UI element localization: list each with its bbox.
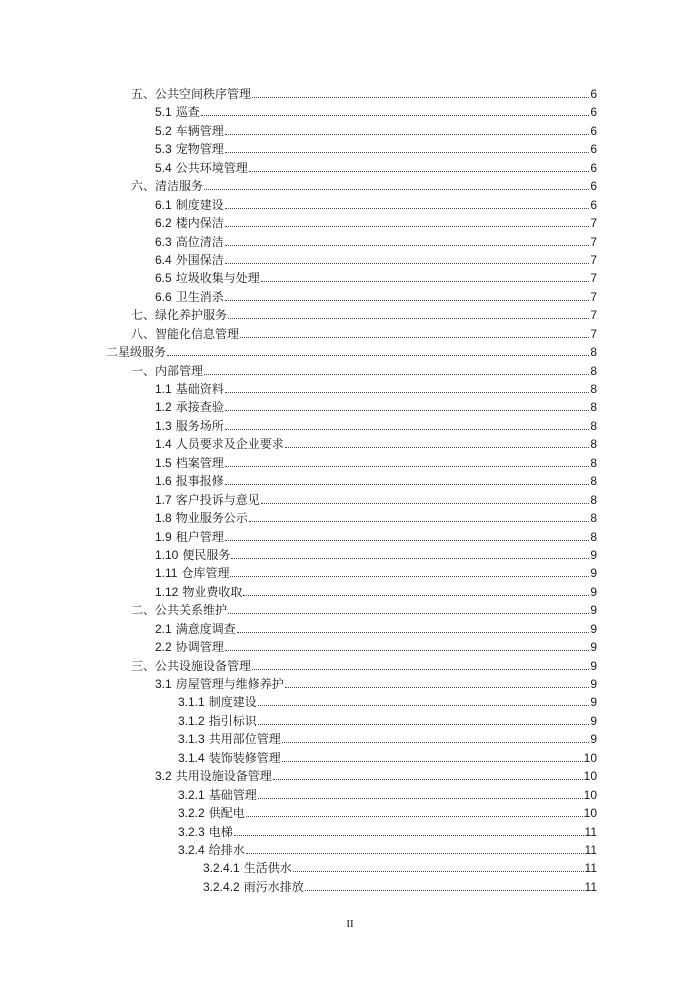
toc-entry-title [155,398,224,416]
dot-leader [246,853,584,854]
toc-entry-text: 一、内部管理 [131,363,204,378]
toc-entry-number: 3.2 [155,769,172,784]
toc-entry-title [155,214,224,232]
toc-entry-number: 6.1 [155,197,172,212]
toc-page-number: 7 [590,216,597,231]
toc-entry[interactable] [0,546,700,564]
dot-leader [237,632,590,633]
toc-page-number: 9 [590,695,597,710]
toc-entry-number: 3.1.3 [178,732,205,747]
toc-entry[interactable] [0,712,700,730]
dot-leader [228,613,589,614]
toc-entry-title [106,343,166,361]
toc-entry-text: 制度建设 [175,197,224,212]
toc-entry[interactable] [0,472,700,490]
toc-entry-number: 6.5 [155,271,172,286]
toc-entry[interactable] [0,85,700,103]
toc-entry-number: 6.4 [155,252,172,267]
toc-page-number: 9 [590,621,597,636]
toc-entry-text: 六、清洁服务 [131,179,204,194]
dot-leader [258,705,590,706]
toc-entry[interactable] [0,878,700,896]
toc-entry-text: 客户投诉与意见 [175,492,260,507]
toc-entry-number: 3.1.4 [178,750,205,765]
toc-entry-text: 共用设施设备管理 [175,769,272,784]
dot-leader [261,503,590,504]
toc-entry-text: 七、绿化养护服务 [131,308,228,323]
toc-entry-text: 三、公共设施设备管理 [131,658,252,673]
toc-page-number: 9 [590,584,597,599]
toc-entry-number: 2.2 [155,640,172,655]
toc-entry-text: 仓库管理 [181,566,230,581]
table-of-contents [0,85,700,896]
toc-entry[interactable] [0,214,700,232]
toc-entry-title [178,693,257,711]
toc-page-number: 9 [590,658,597,673]
toc-entry-number: 3.2.1 [178,787,205,802]
toc-page-number: 6 [590,197,597,212]
toc-entry[interactable] [0,417,700,435]
toc-entry-text: 供配电 [208,806,245,821]
toc-entry-title [178,786,257,804]
toc-entry[interactable] [0,177,700,195]
dot-leader [225,484,590,485]
dot-leader [282,761,583,762]
toc-entry[interactable] [0,380,700,398]
toc-entry[interactable] [0,325,700,343]
toc-page-number: 7 [590,252,597,267]
toc-entry-number: 1.4 [155,437,172,452]
dot-leader [282,742,590,743]
dot-leader [246,816,583,817]
toc-entry[interactable] [0,675,700,693]
toc-entry-title [131,601,227,619]
dot-leader [225,466,590,467]
toc-entry[interactable] [0,122,700,140]
toc-entry[interactable] [0,767,700,785]
toc-entry-title [131,362,203,380]
toc-entry-title [131,306,227,324]
toc-entry[interactable] [0,841,700,859]
toc-page-number: 11 [584,879,597,894]
toc-entry-number: 1.10 [155,547,179,562]
toc-page-number: 9 [590,732,597,747]
toc-entry-title [155,564,229,582]
toc-entry-title [155,417,224,435]
toc-entry-number: 3.2.4 [178,842,205,857]
dot-leader [225,208,590,209]
toc-page-number: 8 [590,345,597,360]
toc-page-number: 8 [590,529,597,544]
toc-entry-title [155,509,248,527]
toc-entry-number: 1.12 [155,584,179,599]
toc-entry-text: 档案管理 [175,455,224,470]
toc-entry-title [131,325,239,343]
toc-page-number: 6 [590,87,597,101]
toc-entry-text: 租户管理 [175,529,224,544]
toc-entry-text: 五、公共空间秩序管理 [131,87,252,101]
page-number: II [346,918,354,930]
toc-entry-text: 物业费收取 [182,584,243,599]
toc-page-number: 7 [590,289,597,304]
toc-entry-text: 给排水 [208,842,245,857]
toc-entry-text: 服务场所 [175,418,224,433]
toc-entry-text: 电梯 [208,824,233,839]
toc-entry[interactable] [0,638,700,656]
toc-entry[interactable] [0,343,700,361]
toc-page-number: 9 [590,566,597,581]
toc-entry-number: 1.3 [155,418,172,433]
toc-page-number: 7 [590,326,597,341]
toc-entry-text: 卫生消杀 [175,289,224,304]
toc-entry-title [178,730,281,748]
toc-entry[interactable] [0,528,700,546]
dot-leader [230,576,589,577]
toc-entry-title [155,528,224,546]
dot-leader [225,410,590,411]
toc-entry-text: 指引标识 [208,713,257,728]
toc-entry-title [155,675,284,693]
toc-entry-title [155,251,224,269]
toc-page-number: 10 [583,769,597,784]
dot-leader [249,521,590,522]
toc-entry-text: 装饰装修管理 [208,750,281,765]
toc-page-number: 9 [590,547,597,562]
dot-leader [225,300,590,301]
toc-page-number: 8 [590,455,597,470]
toc-entry-text: 楼内保洁 [175,216,224,231]
toc-entry-title [155,103,200,121]
dot-leader [225,134,590,135]
toc-entry-title [155,472,224,490]
toc-entry-number: 6.2 [155,216,172,231]
dot-leader [225,650,590,651]
toc-entry-number: 1.8 [155,511,172,526]
toc-entry-text: 八、智能化信息管理 [131,326,240,341]
toc-entry-text: 共用部位管理 [208,732,281,747]
toc-entry[interactable] [0,730,700,748]
toc-entry-title [155,546,230,564]
toc-entry-title [155,140,224,158]
toc-entry-title [203,878,304,896]
dot-leader [285,447,590,448]
toc-page-number: 8 [590,418,597,433]
toc-entry[interactable] [0,657,700,675]
toc-entry-text: 基础管理 [208,787,257,802]
toc-entry-number: 1.6 [155,474,172,489]
toc-page-number: 7 [590,308,597,323]
toc-entry-text: 物业服务公示 [175,511,248,526]
toc-entry[interactable] [0,583,700,601]
toc-entry[interactable] [0,159,700,177]
toc-entry-title [155,233,224,251]
toc-page-number: 9 [590,603,597,618]
dot-leader [252,97,589,98]
toc-entry-number: 3.2.4.1 [203,861,240,876]
toc-entry[interactable] [0,196,700,214]
toc-entry-text: 基础资料 [175,382,224,396]
toc-entry-text: 外围保洁 [175,252,224,267]
toc-entry-text: 高位清洁 [175,234,224,249]
toc-entry[interactable] [0,454,700,472]
toc-entry-text: 生活供水 [243,861,292,876]
toc-page-number: 9 [590,677,597,691]
toc-entry-text: 人员要求及企业要求 [175,437,284,452]
toc-entry-text: 报事报修 [175,474,224,489]
toc-page-number: 10 [583,806,597,821]
toc-entry-title [155,435,284,453]
toc-entry-title [155,288,224,306]
toc-entry-title [155,583,242,601]
dot-leader [201,115,590,116]
toc-entry-title [155,491,260,509]
toc-entry[interactable] [0,435,700,453]
toc-entry-number: 5.2 [155,123,172,138]
toc-entry-number: 1.1 [155,382,172,396]
toc-entry[interactable] [0,306,700,324]
dot-leader [252,669,589,670]
toc-page-number: 8 [590,474,597,489]
toc-entry-text: 巡查 [175,105,200,120]
toc-entry-title [155,122,224,140]
toc-page-number: 10 [583,787,597,802]
toc-entry-number: 2.1 [155,621,172,636]
toc-page-number: 8 [590,437,597,452]
toc-entry-title [155,454,224,472]
toc-entry-title [178,749,281,767]
toc-page-number: 11 [584,861,597,876]
toc-page-number: 11 [584,842,597,857]
toc-entry-title [178,804,245,822]
dot-leader [258,724,590,725]
toc-page-number: 8 [590,400,597,415]
dot-leader [225,226,590,227]
dot-leader [285,687,590,688]
toc-entry-number: 5.1 [155,105,172,120]
toc-entry-title [131,657,251,675]
toc-page-number: 9 [590,640,597,655]
dot-leader [231,558,589,559]
dot-leader [228,318,589,319]
toc-entry[interactable] [0,859,700,877]
toc-page-number: 8 [590,492,597,507]
toc-entry-title [131,85,251,103]
toc-entry[interactable] [0,491,700,509]
toc-entry-text: 宠物管理 [175,142,224,157]
toc-entry-number: 1.2 [155,400,172,415]
toc-entry-text: 公共环境管理 [175,160,248,175]
toc-entry-text: 雨污水排放 [243,879,304,894]
dot-leader [225,263,590,264]
toc-page-number: 6 [590,142,597,157]
toc-entry-text: 车辆管理 [175,123,224,138]
toc-page-number: 11 [584,824,597,839]
dot-leader [225,429,590,430]
dot-leader [225,392,590,393]
toc-entry-number: 1.7 [155,492,172,507]
toc-entry-text: 协调管理 [175,640,224,655]
dot-leader [258,798,583,799]
toc-page-number: 9 [590,713,597,728]
toc-entry[interactable] [0,251,700,269]
toc-entry[interactable] [0,362,700,380]
dot-leader [204,189,589,190]
toc-entry[interactable] [0,140,700,158]
toc-entry-text: 垃圾收集与处理 [175,271,260,286]
toc-entry-number: 3.2.4.2 [203,879,240,894]
toc-entry-title [155,638,224,656]
toc-entry[interactable] [0,233,700,251]
dot-leader [293,871,584,872]
toc-entry-text: 二、公共关系维护 [131,603,228,618]
toc-page-number: 7 [590,234,597,249]
toc-page-number: 8 [590,363,597,378]
dot-leader [273,779,583,780]
toc-page-number: 8 [590,511,597,526]
toc-page-number: 6 [590,105,597,120]
toc-entry-number: 5.3 [155,142,172,157]
toc-entry[interactable] [0,269,700,287]
dot-leader [225,152,590,153]
toc-entry[interactable] [0,103,700,121]
toc-entry[interactable] [0,564,700,582]
dot-leader [225,245,590,246]
toc-page-number: 10 [583,750,597,765]
toc-entry-text: 便民服务 [182,547,231,562]
dot-leader [225,540,590,541]
toc-entry-title [131,177,203,195]
toc-entry[interactable] [0,693,700,711]
toc-entry-title [203,859,292,877]
toc-entry-title [155,269,260,287]
toc-entry[interactable] [0,620,700,638]
toc-page-number: 8 [590,382,597,396]
toc-page-number: 6 [590,160,597,175]
toc-entry[interactable] [0,823,700,841]
toc-entry-text: 承接查验 [175,400,224,415]
dot-leader [240,337,589,338]
toc-entry-text: 制度建设 [208,695,257,710]
toc-entry-title [155,767,272,785]
toc-entry[interactable] [0,601,700,619]
dot-leader [243,595,589,596]
toc-entry-number: 3.1 [155,677,172,691]
toc-entry-title [155,196,224,214]
toc-entry[interactable] [0,509,700,527]
toc-entry-number: 1.5 [155,455,172,470]
toc-page-number: 7 [590,271,597,286]
toc-entry-text: 二星级服务 [106,345,167,360]
toc-entry-title [155,620,236,638]
dot-leader [305,890,584,891]
toc-entry-text: 满意度调查 [175,621,236,636]
toc-entry[interactable] [0,749,700,767]
toc-entry-number: 6.6 [155,289,172,304]
toc-entry-text: 房屋管理与维修养护 [175,677,284,691]
toc-entry-title [155,159,248,177]
toc-entry-title [178,823,233,841]
dot-leader [261,281,590,282]
toc-page-number: 6 [590,179,597,194]
toc-entry[interactable] [0,398,700,416]
toc-entry-title [178,841,245,859]
toc-entry-number: 1.9 [155,529,172,544]
toc-page-number: 6 [590,123,597,138]
toc-entry[interactable] [0,804,700,822]
toc-entry-number: 3.2.3 [178,824,205,839]
toc-entry-number: 3.1.2 [178,713,205,728]
toc-entry-number: 3.1.1 [178,695,205,710]
toc-entry-number: 5.4 [155,160,172,175]
dot-leader [204,374,589,375]
toc-entry[interactable] [0,786,700,804]
dot-leader [167,355,589,356]
dot-leader [249,171,590,172]
toc-entry-number: 1.11 [155,566,178,581]
toc-entry-title [178,712,257,730]
toc-entry-title [155,380,224,398]
toc-entry-number: 6.3 [155,234,172,249]
toc-entry[interactable] [0,288,700,306]
dot-leader [234,835,584,836]
toc-entry-number: 3.2.2 [178,806,205,821]
